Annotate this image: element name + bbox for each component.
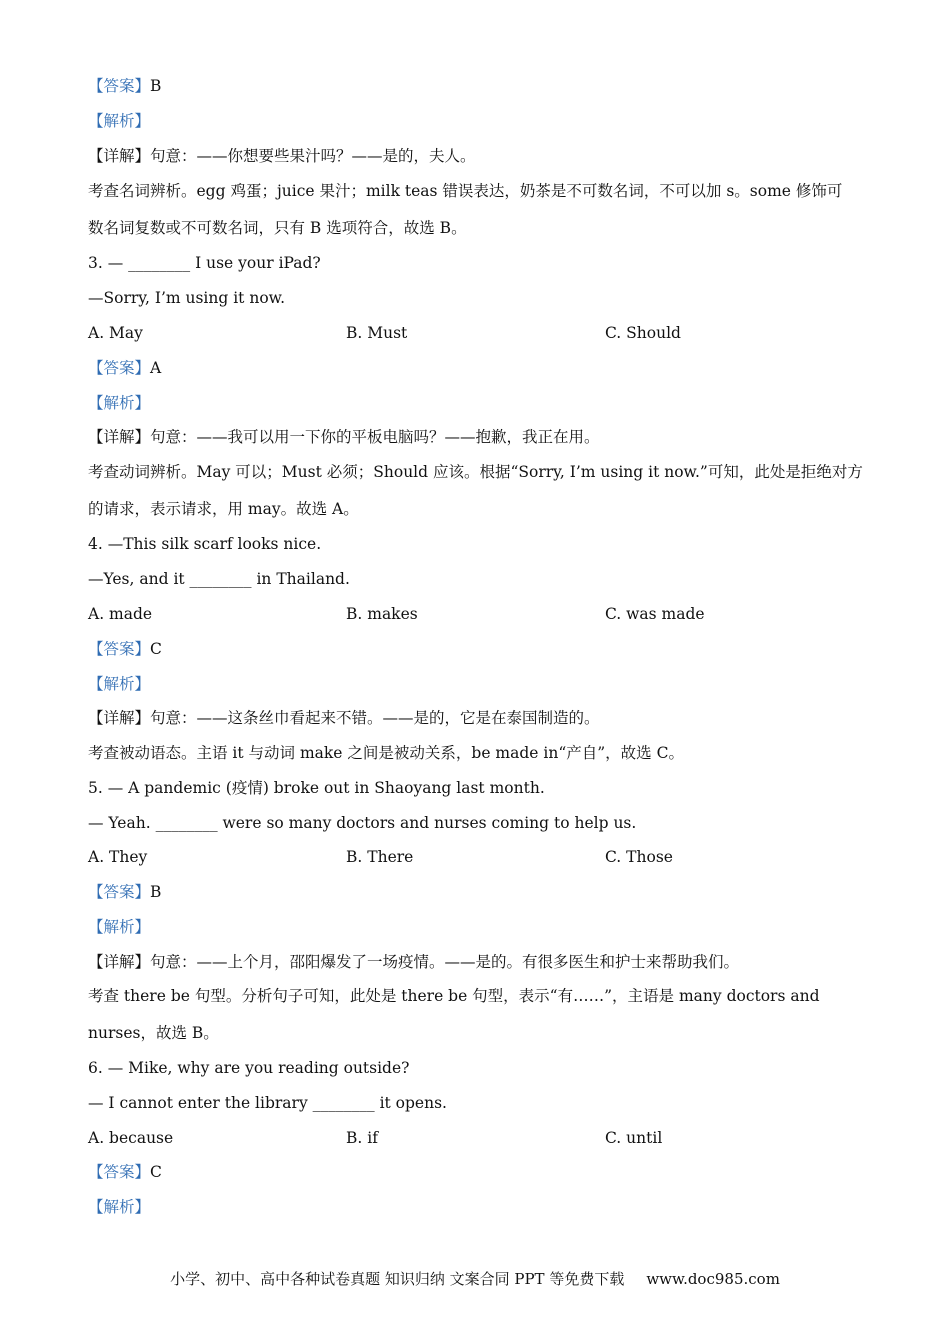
question-text: 3. — ________ I use your iPad? [88,254,321,272]
option-a: A. because [88,1129,174,1147]
detail-text: 句意：——你想要些果汁吗？——是的，夫人。 [150,147,476,165]
answer-tag: 【答案】 [88,77,151,95]
explanation-line: 数名词复数或不可数名词，只有 B 选项符合，故选 B。 [88,219,467,237]
answer-tag: 【答案】 [88,1163,151,1181]
detail-text: 句意：——我可以用一下你的平板电脑吗？——抱歉，我正在用。 [150,428,600,446]
option-a: A. May [88,324,143,342]
option-b: B. makes [346,605,418,623]
answer-line [88,639,162,659]
answer-tag: 【答案】 [88,359,151,377]
detail-tag: 【详解】 [88,147,151,165]
question-reply: — Yeah. ________ were so many doctors and nurses coming to help us. [88,814,637,832]
answer-value: B [150,77,162,95]
detail-text: 句意：——这条丝巾看起来不错。——是的，它是在泰国制造的。 [150,709,600,727]
explanation-line: nurses，故选 B。 [88,1024,219,1042]
page-footer [0,1269,950,1289]
answer-tag: 【答案】 [88,883,151,901]
question-text: 4. —This silk scarf looks nice. [88,535,322,553]
explanation-line: 考查被动语态。主语 it 与动词 make 之间是被动关系，be made in“产自”，故选 C。 [88,744,684,762]
question-text: 6. — Mike, why are you reading outside? [88,1059,410,1077]
answer-line [88,76,161,96]
detail-line [88,708,600,728]
analysis-tag: 【解析】 [88,675,151,693]
footer-text: 小学、初中、高中各种试卷真题 知识归纳 文案合同 PPT 等免费下载 [170,1270,625,1288]
detail-line [88,427,600,447]
question-reply: —Sorry, I’m using it now. [88,289,286,307]
explanation-line: 的请求，表示请求，用 may。故选 A。 [88,500,359,518]
option-b: B. Must [346,324,408,342]
analysis-tag: 【解析】 [88,1198,151,1216]
answer-value: A [150,359,162,377]
detail-line [88,952,739,972]
answer-line [88,358,161,378]
explanation-line: 考查名词辨析。egg 鸡蛋；juice 果汁；milk teas 错误表达，奶茶是不可数名词，不可以加 s。some 修饰可 [88,182,843,200]
answer-value: C [150,640,162,658]
option-a: A. They [88,848,148,866]
option-b: B. if [346,1129,378,1147]
answer-line [88,1162,162,1182]
detail-tag: 【详解】 [88,709,151,727]
explanation-line: 考查动词辨析。May 可以；Must 必须；Should 应该。根据“Sorry, I’m using it now.”可知，此处是拒绝对方 [88,463,863,481]
detail-tag: 【详解】 [88,428,151,446]
option-c: C. until [605,1129,663,1147]
option-c: C. Should [605,324,681,342]
detail-line [88,146,476,166]
answer-tag: 【答案】 [88,640,151,658]
option-b: B. There [346,848,414,866]
analysis-tag: 【解析】 [88,918,151,936]
question-reply: —Yes, and it ________ in Thailand. [88,570,350,588]
footer-link[interactable]: www.doc985.com [646,1270,780,1288]
answer-line [88,882,161,902]
option-c: C. was made [605,605,705,623]
option-a: A. made [88,605,153,623]
question-reply: — I cannot enter the library ________ it opens. [88,1094,447,1112]
answer-value: B [150,883,162,901]
question-text: 5. — A pandemic (疫情) broke out in Shaoyang last month. [88,779,545,797]
answer-value: C [150,1163,162,1181]
detail-text: 句意：——上个月，邵阳爆发了一场疫情。——是的。有很多医生和护士来帮助我们。 [150,953,740,971]
analysis-tag: 【解析】 [88,394,151,412]
option-c: C. Those [605,848,673,866]
analysis-tag: 【解析】 [88,112,151,130]
explanation-line: 考查 there be 句型。分析句子可知，此处是 there be 句型，表示“有……”，主语是 many doctors and [88,987,820,1005]
detail-tag: 【详解】 [88,953,151,971]
